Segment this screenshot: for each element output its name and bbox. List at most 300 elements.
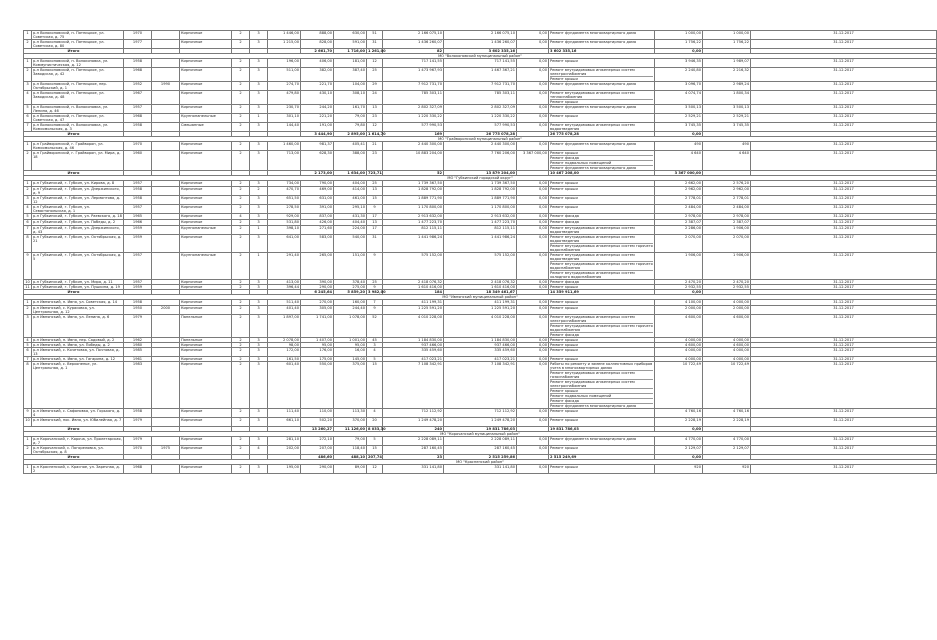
table-cell: 2 bbox=[232, 418, 250, 427]
address-cell: р-н Волоконовский, п. Волоконовка, ул. Комсомольская, д. 3 bbox=[32, 123, 124, 132]
address-cell: р-н Ивнянский, с. Кочетовка, ул. Почтовая, д. 13 bbox=[32, 348, 124, 357]
table-cell: 25 bbox=[367, 68, 383, 82]
table-cell: 0,00 bbox=[517, 91, 549, 105]
table-cell: 2 bbox=[232, 338, 250, 343]
table-cell: 2 bbox=[232, 114, 250, 123]
table-cell: 5 bbox=[367, 357, 383, 362]
table-cell: 601,40 bbox=[268, 362, 301, 409]
table-cell: 4 770,00 bbox=[703, 437, 751, 446]
table-cell: 2 070,00 bbox=[655, 235, 703, 253]
work-item: Ремонт фундамента многоквартирного дома bbox=[550, 166, 637, 170]
table-cell: 305,00 bbox=[301, 306, 334, 315]
table-cell: Панельные bbox=[180, 338, 232, 343]
table-cell: 2 440 300,00 bbox=[444, 142, 517, 151]
works-cell: Ремонт фундамента многоквартирного дома bbox=[549, 40, 655, 49]
table-cell: 31.12.2017 bbox=[751, 235, 937, 253]
table-cell: 224,00 bbox=[334, 226, 367, 235]
table-cell: Кирпичные bbox=[180, 235, 232, 253]
table-cell: 31.12.2017 bbox=[751, 253, 937, 280]
table-cell: Кирпичные bbox=[180, 362, 232, 409]
table-cell: 0,00 bbox=[517, 235, 549, 253]
table-cell: 31.12.2017 bbox=[751, 315, 937, 338]
table-cell: 31.12.2017 bbox=[751, 465, 937, 474]
total-cell: 1 634,00 bbox=[334, 171, 367, 176]
table-cell: 3 bbox=[250, 285, 268, 290]
table-cell: 1 170 800,00 bbox=[444, 205, 517, 214]
table-cell: 31.12.2017 bbox=[751, 226, 937, 235]
table-cell: 5 bbox=[367, 437, 383, 446]
table-cell bbox=[152, 205, 180, 214]
table-cell: 641,00 bbox=[268, 235, 301, 253]
table-cell: 3 bbox=[250, 214, 268, 220]
table-cell: 2 bbox=[232, 205, 250, 214]
table-cell: 630,00 bbox=[334, 31, 367, 40]
total-cell: 1 261,00 bbox=[368, 49, 386, 53]
table-cell: 981,37 bbox=[301, 142, 334, 151]
table-cell: 717 141,55 bbox=[444, 59, 517, 68]
works-cell: Ремонт крыши bbox=[549, 418, 655, 427]
table-cell: 3 096,70 bbox=[655, 82, 703, 91]
table-cell: Кирпичные bbox=[180, 306, 232, 315]
work-item: Ремонт внутридомовых инженерных систем горячего водоснабжения bbox=[550, 324, 653, 332]
table-cell: 287 160,45 bbox=[444, 446, 517, 455]
total-cell: 2 173,00 bbox=[301, 171, 334, 176]
table-cell: 0,00 bbox=[517, 280, 549, 285]
table-cell: Смешанные bbox=[180, 123, 232, 132]
table-cell: 3 bbox=[250, 235, 268, 253]
table-cell: 2 bbox=[24, 68, 32, 82]
table-cell: 2 418 076,32 bbox=[444, 280, 517, 285]
address-cell: р-н Ивнянский, с. Сафоновка, ул. Горького, д. 4 bbox=[32, 409, 124, 418]
address-cell: р-н Волоконовский, п. Волоконовка, ул. Ленина, д. 46 bbox=[32, 105, 124, 114]
table-cell: 461,00 bbox=[334, 196, 367, 205]
table-cell: 5 bbox=[24, 214, 32, 220]
table-cell: 2 470,20 bbox=[703, 280, 751, 285]
table-cell: 1952 bbox=[124, 82, 152, 91]
table-cell: 1 828 792,00 bbox=[444, 187, 517, 196]
table-cell: 3 bbox=[250, 68, 268, 82]
table-cell: 575 152,00 bbox=[444, 253, 517, 280]
works-cell: Ремонт фундамента многоквартирного дома bbox=[549, 142, 655, 151]
table-cell: 1 441 986,24 bbox=[444, 235, 517, 253]
table-cell: 7 bbox=[24, 357, 32, 362]
table-cell: 2 166 075,10 bbox=[383, 31, 444, 40]
table-cell: 0,00 bbox=[517, 205, 549, 214]
work-item: Ремонт фасада bbox=[550, 333, 580, 337]
table-cell: 111,40 bbox=[268, 409, 301, 418]
works-cell: Ремонт крыши bbox=[549, 465, 655, 474]
table-cell: Кирпичные bbox=[180, 82, 232, 91]
table-cell: 6 bbox=[24, 114, 32, 123]
table-cell: 12 bbox=[367, 123, 383, 132]
table-cell: 9 bbox=[24, 253, 32, 280]
table-cell: 31.12.2017 bbox=[751, 285, 937, 290]
table-cell: 375,00 bbox=[334, 362, 367, 409]
works-cell: Ремонт крыши bbox=[549, 205, 655, 214]
table-cell: 17 bbox=[367, 226, 383, 235]
table-cell: 291,40 bbox=[268, 253, 301, 280]
address-cell: р-н Ивнянский, п. Ивня, ул. Победы, д. 2 bbox=[32, 343, 124, 348]
table-cell: 7 bbox=[24, 226, 32, 235]
total-cell: 0,00 bbox=[655, 49, 703, 54]
table-cell: 0,00 bbox=[517, 300, 549, 306]
table-cell: 2 bbox=[232, 181, 250, 187]
address-cell: р-н Губкинский, г. Губкин, ул. Октябрьская, д. 5 bbox=[32, 253, 124, 280]
table-cell: 1 bbox=[24, 300, 32, 306]
table-cell: 9 bbox=[367, 205, 383, 214]
table-cell: 2 bbox=[232, 105, 250, 114]
table-cell: 0,00 bbox=[517, 68, 549, 82]
table-cell: 713,00 bbox=[268, 151, 301, 171]
address-cell: р-н Губкинский, г. Губкин, ул. Дзержинского, д. 9 bbox=[32, 187, 124, 196]
work-item: Ремонт фасада bbox=[550, 399, 653, 404]
table-cell: 331 141,80 bbox=[383, 465, 444, 474]
table-cell: 1970 bbox=[124, 31, 152, 40]
table-cell: 0,00 bbox=[517, 409, 549, 418]
table-cell: 5 bbox=[24, 105, 32, 114]
table-cell: 430,10 bbox=[301, 91, 334, 105]
total-label: Итого bbox=[24, 171, 124, 176]
table-cell: 2 bbox=[232, 357, 250, 362]
table-cell: 31.12.2017 bbox=[751, 343, 937, 348]
table-cell: 2 484,00 bbox=[655, 205, 703, 214]
work-item: Ремонт внутридомовых инженерных систем водоотведения bbox=[550, 253, 653, 262]
table-cell: 290,00 bbox=[301, 285, 334, 290]
table-cell bbox=[152, 123, 180, 132]
table-cell: 1983 bbox=[124, 362, 152, 409]
total-cell: 0,00 bbox=[655, 290, 703, 295]
table-cell: 651,50 bbox=[268, 196, 301, 205]
table-cell: 29 bbox=[367, 82, 383, 91]
table-cell: 1 610 416,00 bbox=[383, 285, 444, 290]
table-cell: 3 bbox=[250, 40, 268, 49]
table-cell: 888,00 bbox=[301, 31, 334, 40]
section-title: МО "Губкинский городской округ" bbox=[24, 176, 937, 181]
table-row bbox=[24, 114, 937, 123]
table-cell: Панельные bbox=[180, 315, 232, 338]
table-cell: 4 bbox=[24, 338, 32, 343]
total-cell: 82 bbox=[383, 49, 444, 54]
total-cell: 2 515 259,86 bbox=[444, 455, 517, 460]
table-cell: 98,00 bbox=[268, 343, 301, 348]
total-cell: 169 bbox=[383, 132, 444, 137]
table-cell: 118,40 bbox=[334, 446, 367, 455]
table-cell: 3 bbox=[250, 31, 268, 40]
table-cell: 2 bbox=[232, 315, 250, 338]
table-cell: Кирпичные bbox=[180, 343, 232, 348]
table-cell: 1958 bbox=[124, 123, 152, 132]
table-cell: 2 129,07 bbox=[655, 446, 703, 455]
works-cell: Ремонт крыши bbox=[549, 59, 655, 68]
table-row bbox=[24, 82, 937, 91]
table-cell: 1975 bbox=[152, 446, 180, 455]
table-cell: 0,00 bbox=[517, 226, 549, 235]
total-cell: 3 367 000,00 bbox=[655, 171, 703, 176]
table-cell: 1 220 330,22 bbox=[444, 114, 517, 123]
works-cell: Ремонт крыши bbox=[549, 187, 655, 196]
table-cell: 4 100,00 bbox=[655, 300, 703, 306]
table-cell: 398,10 bbox=[268, 226, 301, 235]
table-cell: Кирпичные bbox=[180, 409, 232, 418]
table-cell: 2 bbox=[232, 31, 250, 40]
table-cell: 1959 bbox=[124, 226, 152, 235]
table-cell: 13 bbox=[367, 105, 383, 114]
address-cell: р-н Ивнянский, п. Ивня, ул. Ленина, д. 6 bbox=[32, 315, 124, 338]
table-cell: 10 883 204,00 bbox=[383, 151, 444, 171]
table-cell: 1 906,00 bbox=[703, 226, 751, 235]
table-cell: 812 115,11 bbox=[444, 226, 517, 235]
table-cell: 3 bbox=[250, 465, 268, 474]
address-cell: р-н Корочанский, г. Короча, ул. Пролетарская, д. 7 bbox=[33, 437, 122, 445]
table-cell: 2 932,55 bbox=[655, 285, 703, 290]
table-cell: 16,00 bbox=[334, 348, 367, 357]
table-cell: 661,10 bbox=[268, 418, 301, 427]
total-cell: 10 467 208,00 bbox=[549, 171, 655, 176]
table-cell: 31.12.2017 bbox=[751, 306, 937, 315]
table-cell: 0,00 bbox=[517, 418, 549, 427]
address-cell: р-н Ивнянский, п. Ивня, ул. Советская, д. 14 bbox=[32, 300, 124, 306]
table-cell: 1 828 792,00 bbox=[383, 187, 444, 196]
table-cell: 2 bbox=[232, 59, 250, 68]
table-cell: 2 576,20 bbox=[703, 181, 751, 187]
table-cell: 31.12.2017 bbox=[751, 280, 937, 285]
table-cell: 1968 bbox=[124, 114, 152, 123]
table-cell: 7 912 731,70 bbox=[383, 82, 444, 91]
table-cell: 2 000,00 bbox=[703, 306, 751, 315]
table-cell: 2 070,00 bbox=[703, 235, 751, 253]
table-cell: 4 600,00 bbox=[703, 315, 751, 338]
table-cell: 1 441 986,24 bbox=[383, 235, 444, 253]
table-cell: 937 466,00 bbox=[444, 343, 517, 348]
table-cell: 2 bbox=[232, 226, 250, 235]
table-cell: 3 bbox=[250, 151, 268, 171]
table-cell: 2 913 632,00 bbox=[383, 214, 444, 220]
table-cell: 3 745,35 bbox=[655, 123, 703, 132]
table-cell bbox=[152, 253, 180, 280]
table-cell: 2 228 089,11 bbox=[383, 437, 444, 446]
table-cell: 712 112,92 bbox=[444, 409, 517, 418]
table-cell: 3 bbox=[250, 181, 268, 187]
table-cell: 1 bbox=[24, 142, 32, 151]
table-cell: 1957 bbox=[124, 280, 152, 285]
works-cell bbox=[549, 253, 655, 280]
table-cell: 1 889 771,90 bbox=[444, 196, 517, 205]
table-cell bbox=[152, 151, 180, 171]
table-cell: 411 199,31 bbox=[444, 300, 517, 306]
table-cell: Кирпичные bbox=[180, 31, 232, 40]
table-cell: 0,00 bbox=[517, 142, 549, 151]
table-cell: 1 bbox=[24, 465, 32, 474]
table-cell: 1957 bbox=[124, 205, 152, 214]
table-cell: Кирпичные bbox=[180, 437, 232, 446]
table-cell bbox=[152, 315, 180, 338]
table-cell: 2 bbox=[232, 235, 250, 253]
table-cell: 3 bbox=[367, 343, 383, 348]
table-cell: 230,70 bbox=[268, 105, 301, 114]
table-cell: 1959 bbox=[124, 285, 152, 290]
table-cell: 2 bbox=[232, 253, 250, 280]
table-cell: 10 bbox=[24, 418, 32, 427]
table-cell: 0,00 bbox=[517, 82, 549, 91]
table-cell: 52 bbox=[367, 315, 383, 338]
table-cell: 31.12.2017 bbox=[751, 151, 937, 171]
table-cell: 2 228 089,11 bbox=[444, 437, 517, 446]
table-cell: 331 141,80 bbox=[444, 465, 517, 474]
table-cell: 1 906,00 bbox=[703, 253, 751, 280]
table-cell: 4 000,00 bbox=[655, 338, 703, 343]
table-cell: 2 662,00 bbox=[655, 181, 703, 187]
table-cell: 8 bbox=[24, 362, 32, 409]
table-cell: 591,00 bbox=[334, 40, 367, 49]
table-cell: 1 225 591,20 bbox=[444, 306, 517, 315]
total-cell: 6 245,64 bbox=[301, 290, 334, 295]
table-cell: 577 990,53 bbox=[383, 123, 444, 132]
table-cell: 1 249 478,20 bbox=[444, 418, 517, 427]
works-cell: Ремонт фасада bbox=[549, 214, 655, 220]
table-cell: Кирпичные bbox=[180, 40, 232, 49]
table-cell: 2 470,20 bbox=[655, 280, 703, 285]
table-cell: 1 800,34 bbox=[703, 91, 751, 105]
total-label: Итого bbox=[24, 427, 124, 432]
total-cell: 14 359 911,69 bbox=[549, 290, 655, 295]
table-cell: 3 bbox=[250, 196, 268, 205]
table-row bbox=[24, 31, 937, 40]
address-cell: р-н Волоконовский, п. Пятницкое, ул. Советская, д. 75 bbox=[32, 31, 124, 40]
table-row bbox=[24, 409, 937, 418]
table-cell: 2 802 327,09 bbox=[444, 105, 517, 114]
address-cell: р-н Волоконовский, п. Пятницкое, ул. Советская, д. 47 bbox=[32, 114, 124, 123]
address-cell: р-н Ивнянский, п. Ивня, ул. Гагарина, д. 12 bbox=[32, 357, 124, 362]
table-cell: 1957 bbox=[124, 253, 152, 280]
table-cell: Крупнопанельные bbox=[180, 114, 232, 123]
table-cell: 0,00 bbox=[517, 187, 549, 196]
table-cell: 3 bbox=[250, 105, 268, 114]
table-cell: 2 978,00 bbox=[655, 214, 703, 220]
table-cell: 95,00 bbox=[334, 343, 367, 348]
table-cell: 295,10 bbox=[334, 205, 367, 214]
work-item: Ремонт крыши bbox=[550, 100, 578, 104]
table-cell: Кирпичные bbox=[180, 300, 232, 306]
table-cell: 0,00 bbox=[517, 253, 549, 280]
table-cell: 221,20 bbox=[301, 114, 334, 123]
total-cell: 207,74 bbox=[368, 455, 382, 459]
total-cell: 184 bbox=[383, 290, 444, 295]
table-row bbox=[24, 68, 937, 82]
table-cell: 7 912 731,70 bbox=[444, 82, 517, 91]
table-cell: 0,00 bbox=[517, 343, 549, 348]
work-item: Ремонт внутридомовых инженерных систем газоснабжения bbox=[550, 371, 653, 380]
table-cell: 244,40 bbox=[334, 306, 367, 315]
address-cell: р-н Губкинский, г. Губкин, ул. Севастопольская, д. 1 bbox=[32, 205, 124, 214]
table-cell: 2 418 076,32 bbox=[383, 280, 444, 285]
table-cell: 31.12.2017 bbox=[751, 300, 937, 306]
table-cell: Кирпичные bbox=[180, 205, 232, 214]
table-cell: 2 286,00 bbox=[655, 226, 703, 235]
table-cell: 1979 bbox=[124, 437, 152, 446]
address-cell: р-н Ивнянский, п. Ивня, пер. Садовый, д. 2 bbox=[32, 338, 124, 343]
table-cell: 161,70 bbox=[334, 105, 367, 114]
table-cell: 287 160,45 bbox=[383, 446, 444, 455]
work-item: Ремонт крыши bbox=[550, 77, 578, 81]
table-cell: 1 897,00 bbox=[268, 315, 301, 338]
total-cell: 488,10 bbox=[334, 455, 367, 460]
table-cell: 583,00 bbox=[301, 235, 334, 253]
table-cell: 2 216,32 bbox=[703, 68, 751, 82]
table-cell: 9 bbox=[367, 253, 383, 280]
total-cell: 2 515 249,69 bbox=[549, 455, 655, 460]
table-cell: 3 bbox=[250, 357, 268, 362]
table-cell: 0,00 bbox=[517, 306, 549, 315]
table-cell: 31.12.2017 bbox=[751, 142, 937, 151]
table-cell: 23 bbox=[367, 114, 383, 123]
table-cell: 45 bbox=[367, 338, 383, 343]
table-cell: 17 bbox=[367, 214, 383, 220]
table-cell: 785 303,11 bbox=[383, 91, 444, 105]
table-cell: 937 466,00 bbox=[383, 343, 444, 348]
table-cell: 31.12.2017 bbox=[751, 68, 937, 82]
table-cell: 1958 bbox=[124, 300, 152, 306]
table-cell: 274,70 bbox=[268, 82, 301, 91]
table-cell: 734,00 bbox=[268, 181, 301, 187]
table-cell: 1970 bbox=[124, 142, 152, 151]
table-cell: 3 bbox=[24, 82, 32, 91]
table-cell: 1990 bbox=[152, 82, 180, 91]
table-cell bbox=[152, 114, 180, 123]
table-cell: 202,00 bbox=[268, 446, 301, 455]
table-cell bbox=[152, 418, 180, 427]
works-cell: Ремонт фасада bbox=[549, 280, 655, 285]
table-cell: 31.12.2017 bbox=[751, 205, 937, 214]
table-cell: 1958 bbox=[124, 196, 152, 205]
table-cell: 31.12.2017 bbox=[751, 220, 937, 226]
table-cell: 2 484,00 bbox=[703, 205, 751, 214]
table-cell: 1977 bbox=[124, 40, 152, 49]
table-cell: 335 459,60 bbox=[444, 348, 517, 357]
table-cell: 4 bbox=[232, 214, 250, 220]
works-cell: Ремонт крыши bbox=[549, 181, 655, 187]
table-cell: 1962 bbox=[124, 338, 152, 343]
table-cell: 2 bbox=[232, 306, 250, 315]
table-cell: 414,00 bbox=[334, 187, 367, 196]
table-cell: 1 436 260,07 bbox=[383, 40, 444, 49]
table-cell: 31 bbox=[367, 40, 383, 49]
table-cell: 3 bbox=[250, 280, 268, 285]
table-cell: 9 bbox=[24, 409, 32, 418]
address-cell: р-н Красненский, с. Красное, ул. Заречная, д. 2 bbox=[32, 465, 124, 474]
section-title: МО "Волоконовский муниципальный район" bbox=[24, 54, 937, 59]
address-cell: р-н Волоконовский, п. Пятницкое, ул. Советская, д. 80 bbox=[32, 40, 124, 49]
table-cell: 929,00 bbox=[268, 214, 301, 220]
table-cell: 3 bbox=[250, 348, 268, 357]
table-cell: 0,00 bbox=[517, 220, 549, 226]
table-cell: Кирпичные bbox=[180, 220, 232, 226]
table-cell: 290,00 bbox=[301, 465, 334, 474]
table-cell: 275,00 bbox=[334, 285, 367, 290]
works-cell: Ремонт крыши bbox=[549, 196, 655, 205]
table-cell: 1 bbox=[24, 181, 32, 187]
work-item: Ремонт крыши bbox=[550, 389, 653, 394]
table-cell: 20 bbox=[367, 418, 383, 427]
table-cell: 15 bbox=[367, 446, 383, 455]
table-cell: 2 bbox=[232, 409, 250, 418]
table-cell: 13 bbox=[367, 220, 383, 226]
table-cell: 3 bbox=[250, 362, 268, 409]
table-cell: 31.12.2017 bbox=[751, 348, 937, 357]
table-cell: 31.12.2017 bbox=[751, 409, 937, 418]
table-cell: 145,00 bbox=[334, 357, 367, 362]
total-cell: 3 982,00 bbox=[368, 290, 386, 294]
table-cell: 191,00 bbox=[301, 123, 334, 132]
